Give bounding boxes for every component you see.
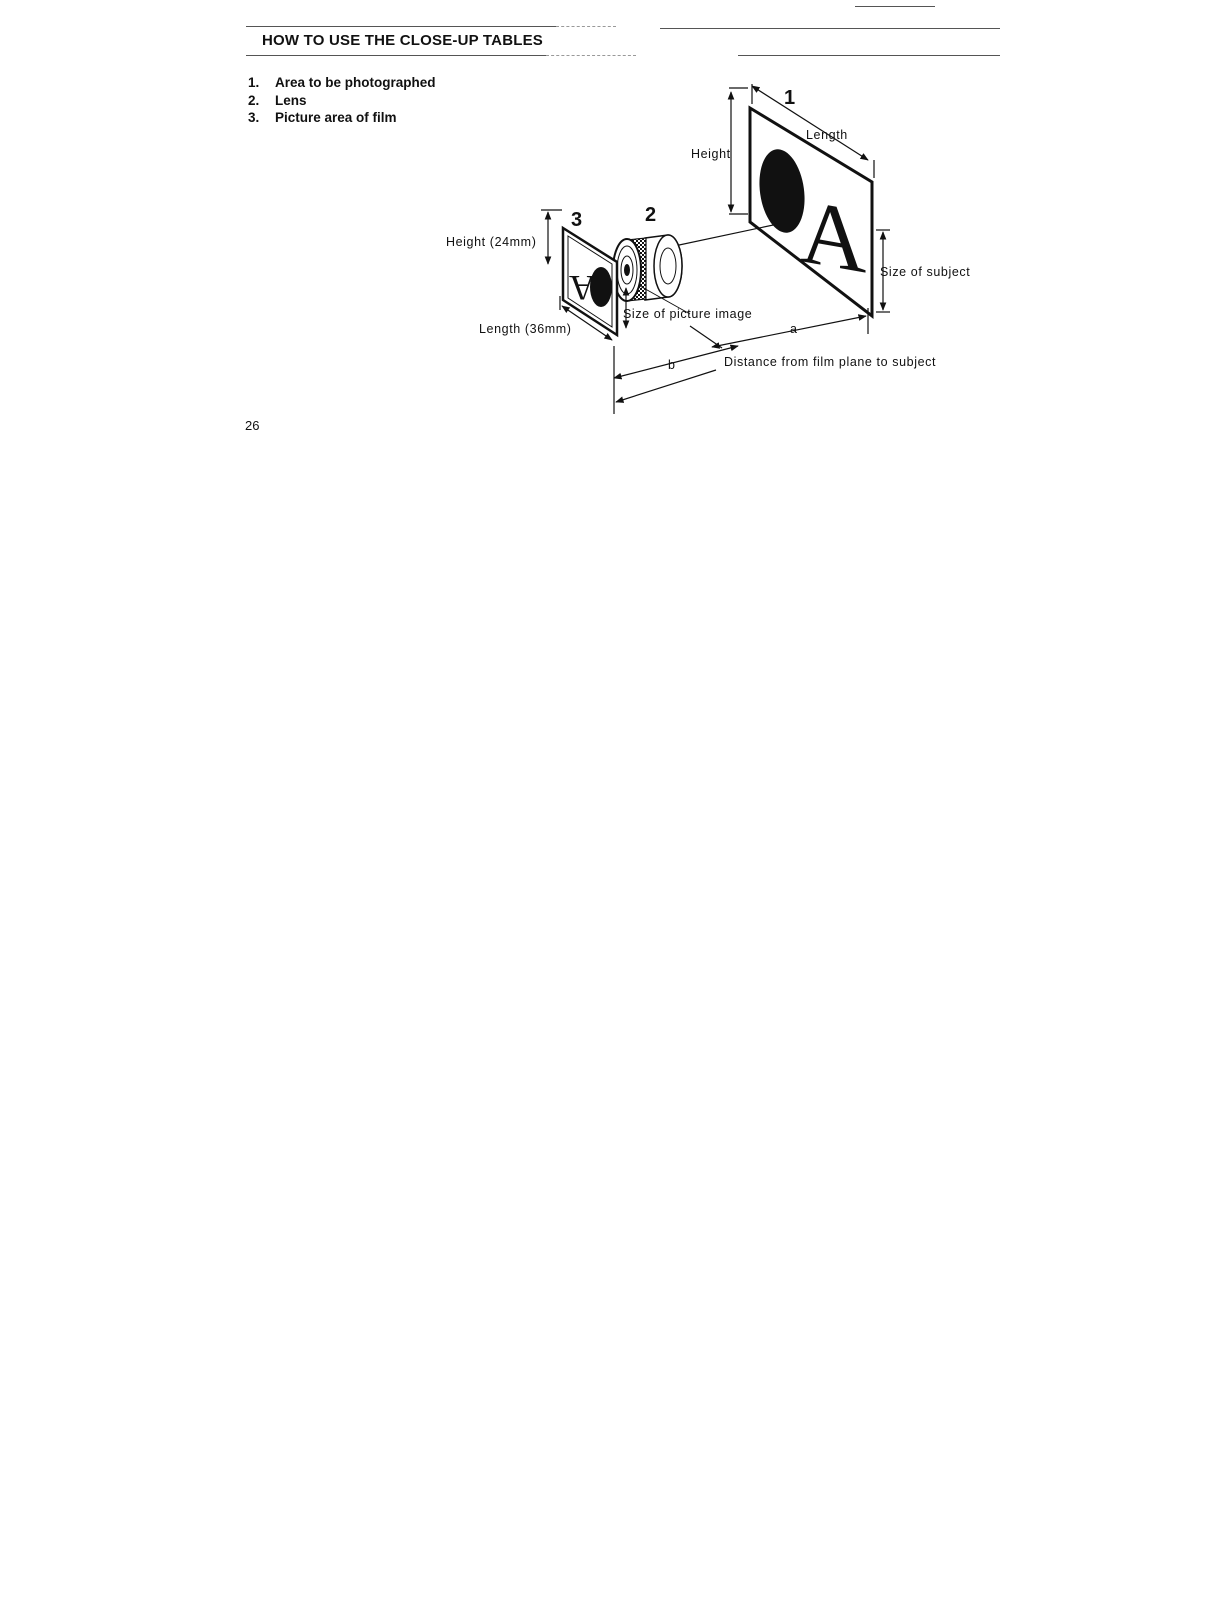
legend-item-number: 3. [248,110,260,125]
film-height-dimension [541,210,562,264]
film-length-label: Length (36mm) [479,322,572,336]
lens-drawing [613,235,682,301]
page-number: 26 [245,418,260,433]
size-of-picture-image-label: Size of picture image [623,307,753,321]
subject-height-dimension [729,88,748,214]
film-letter: A [569,268,595,308]
distance-a-label: a [790,322,798,336]
subject-height-label: Height [691,147,731,161]
legend-item-number: 2. [248,92,260,108]
distance-b-label: b [668,358,676,372]
callout-1: 1 [784,87,796,109]
legend-item-number: 1. [248,75,260,90]
distance-label: Distance from film plane to subject [724,355,937,369]
callout-3: 3 [571,209,583,231]
film-frame [563,228,617,335]
close-up-diagram [0,0,1226,440]
subject-length-label: Length [806,128,848,142]
legend-item-label: Area to be photographed [275,75,436,90]
subject-letter: A [799,179,867,294]
distance-b-dimension [614,346,738,414]
page-title: HOW TO USE THE CLOSE-UP TABLES [262,32,544,49]
film-to-subject-dimension [616,370,716,402]
callout-2: 2 [645,204,657,226]
size-of-subject-label: Size of subject [880,265,971,279]
legend-item-label: Lens [275,92,307,108]
optical-axis [665,224,778,248]
legend-item-label: Picture area of film [275,110,397,125]
film-height-label: Height (24mm) [446,235,537,249]
